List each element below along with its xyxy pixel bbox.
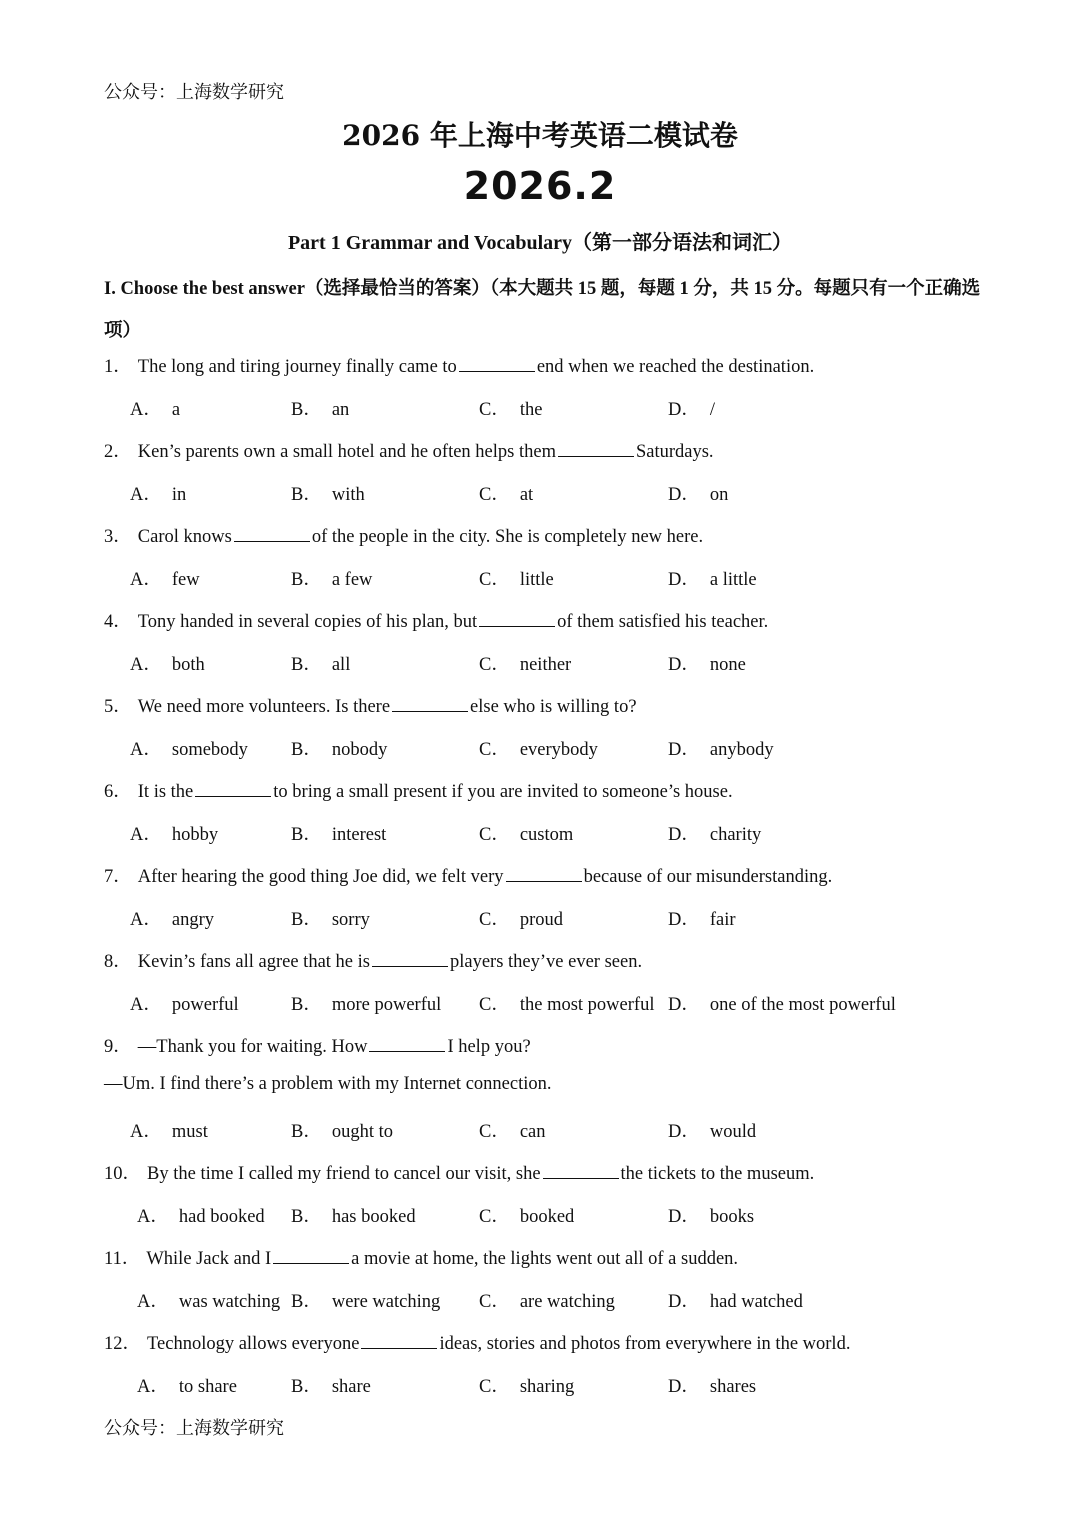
question-text-after: Saturdays.: [635, 442, 714, 462]
question-number: 4．: [104, 612, 132, 632]
option-text: little: [519, 570, 554, 590]
option-a: [130, 1117, 208, 1143]
option-text: are watching: [519, 1292, 615, 1312]
option-b: [291, 905, 370, 931]
option-text: /: [709, 400, 716, 420]
option-text: anybody: [709, 740, 774, 760]
option-c: [479, 480, 533, 506]
option-text: can: [519, 1122, 546, 1142]
option-letter: A．: [130, 825, 162, 845]
question-text-after: a movie at home, the lights went out all of a sudden.: [351, 1249, 739, 1269]
option-text: shares: [709, 1377, 757, 1397]
header-note: 公众号：上海数学研究: [104, 82, 284, 103]
option-d: [668, 820, 761, 846]
question-1: [104, 352, 814, 378]
dialogue-reply: —Um. I find there’s a problem with my Internet connection.: [104, 1074, 552, 1094]
question-text-before: —Thank you for waiting. How: [137, 1037, 368, 1057]
question-12: [104, 1329, 850, 1355]
option-text: had booked: [178, 1207, 265, 1227]
option-text: at: [519, 485, 534, 505]
option-b: [291, 1117, 393, 1143]
question-text-after: ideas, stories and photos from everywhere in the world.: [439, 1334, 851, 1354]
option-c: [479, 1202, 574, 1228]
option-b: [291, 735, 387, 761]
option-text: on: [709, 485, 729, 505]
option-text: in: [171, 485, 187, 505]
option-letter: C．: [479, 825, 510, 845]
option-c: [479, 1287, 615, 1313]
question-number: 10．: [104, 1164, 142, 1184]
option-c: [479, 990, 654, 1016]
option-letter: B．: [291, 1292, 322, 1312]
option-c: [479, 1117, 546, 1143]
option-letter: B．: [291, 400, 322, 420]
option-text: few: [171, 570, 200, 590]
question-text-before: After hearing the good thing Joe did, we felt very: [137, 867, 504, 887]
question-text-before: We need more volunteers. Is there: [137, 697, 391, 717]
option-a: [130, 480, 186, 506]
question-text-after: players they’ve ever seen.: [449, 952, 643, 972]
question-5: [104, 692, 637, 718]
option-letter: D．: [668, 1122, 700, 1142]
question-text-before: Ken’s parents own a small hotel and he often helps them: [137, 442, 556, 462]
option-letter: C．: [479, 485, 510, 505]
option-d: [668, 990, 896, 1016]
option-d: [668, 1202, 754, 1228]
question-text-before: While Jack and I: [146, 1249, 272, 1269]
option-c: [479, 565, 554, 591]
option-letter: B．: [291, 825, 322, 845]
question-number: 2．: [104, 442, 132, 462]
option-text: must: [171, 1122, 208, 1142]
option-text: both: [171, 655, 205, 675]
question-text-after: of them satisfied his teacher.: [557, 612, 769, 632]
option-letter: C．: [479, 400, 510, 420]
option-text: with: [331, 485, 365, 505]
option-a: [137, 1287, 280, 1313]
option-text: the: [519, 400, 543, 420]
option-letter: C．: [479, 1207, 510, 1227]
option-text: sorry: [331, 910, 370, 930]
answer-blank: [273, 1249, 349, 1264]
option-letter: B．: [291, 995, 322, 1015]
option-letter: D．: [668, 1377, 700, 1397]
option-c: [479, 820, 573, 846]
option-c: [479, 395, 542, 421]
option-text: were watching: [331, 1292, 441, 1312]
exam-date: 2026.2: [463, 164, 617, 208]
question-number: 1．: [104, 357, 132, 377]
option-letter: B．: [291, 1122, 322, 1142]
question-text-after: to bring a small present if you are invited to someone’s house.: [273, 782, 733, 802]
option-a: [130, 650, 205, 676]
option-text: books: [709, 1207, 755, 1227]
option-c: [479, 905, 563, 931]
section-title: I. Choose the best answer（选择最恰当的答案）（本大题共 15 题，每题 1 分，共 15 分。每题只有一个正确选项）: [104, 279, 981, 341]
option-letter: A．: [130, 485, 162, 505]
option-text: angry: [171, 910, 214, 930]
answer-blank: [392, 697, 468, 712]
question-10: [104, 1159, 814, 1185]
option-c: [479, 1372, 574, 1398]
option-a: [130, 820, 218, 846]
option-b: [291, 1287, 440, 1313]
page-title: 2026 年上海中考英语二模试卷: [342, 119, 738, 152]
option-letter: D．: [668, 485, 700, 505]
footer-note: 公众号：上海数学研究: [104, 1418, 284, 1439]
question-number: 11．: [104, 1249, 141, 1269]
question-number: 12．: [104, 1334, 142, 1354]
option-letter: A．: [130, 655, 162, 675]
option-text: somebody: [171, 740, 248, 760]
option-text: one of the most powerful: [709, 995, 896, 1015]
question-text-after: I help you?: [447, 1037, 531, 1057]
question-4: [104, 607, 768, 633]
option-text: was watching: [178, 1292, 281, 1312]
option-letter: D．: [668, 825, 700, 845]
option-text: powerful: [171, 995, 239, 1015]
question-text-before: Kevin’s fans all agree that he is: [137, 952, 370, 972]
option-letter: A．: [137, 1292, 169, 1312]
option-text: to share: [178, 1377, 237, 1397]
option-text: all: [331, 655, 351, 675]
question-text-before: Technology allows everyone: [147, 1334, 360, 1354]
option-b: [291, 990, 441, 1016]
option-a: [130, 990, 239, 1016]
question-2: [104, 437, 714, 463]
option-letter: A．: [137, 1207, 169, 1227]
option-text: hobby: [171, 825, 219, 845]
option-text: charity: [709, 825, 762, 845]
option-text: interest: [331, 825, 387, 845]
option-text: custom: [519, 825, 574, 845]
answer-blank: [369, 1037, 445, 1052]
option-d: [668, 650, 746, 676]
question-11: [104, 1244, 738, 1270]
option-c: [479, 650, 571, 676]
option-letter: B．: [291, 485, 322, 505]
answer-blank: [195, 782, 271, 797]
option-letter: C．: [479, 1377, 510, 1397]
option-d: [668, 1287, 803, 1313]
option-letter: D．: [668, 1292, 700, 1312]
option-text: the most powerful: [519, 995, 655, 1015]
option-text: booked: [519, 1207, 575, 1227]
option-d: [668, 1372, 756, 1398]
question-text-before: Tony handed in several copies of his plan, but: [137, 612, 478, 632]
option-letter: C．: [479, 740, 510, 760]
question-number: 9．: [104, 1037, 132, 1057]
option-b: [291, 1202, 416, 1228]
option-text: more powerful: [331, 995, 442, 1015]
question-number: 6．: [104, 782, 132, 802]
option-letter: B．: [291, 1377, 322, 1397]
question-number: 5．: [104, 697, 132, 717]
option-text: none: [709, 655, 746, 675]
question-text-after: else who is willing to?: [470, 697, 637, 717]
option-letter: B．: [291, 740, 322, 760]
option-letter: D．: [668, 400, 700, 420]
answer-blank: [234, 527, 310, 542]
option-letter: C．: [479, 995, 510, 1015]
option-letter: C．: [479, 910, 510, 930]
answer-blank: [479, 612, 555, 627]
option-d: [668, 395, 715, 421]
question-7: [104, 862, 832, 888]
option-b: [291, 565, 372, 591]
option-text: sharing: [519, 1377, 575, 1397]
option-letter: B．: [291, 570, 322, 590]
option-text: share: [331, 1377, 371, 1397]
answer-blank: [372, 952, 448, 967]
question-6: [104, 777, 733, 803]
option-a: [137, 1372, 237, 1398]
question-text-after: because of our misunderstanding.: [583, 867, 833, 887]
answer-blank: [361, 1334, 437, 1349]
question-text-after: the tickets to the museum.: [620, 1164, 815, 1184]
option-text: everybody: [519, 740, 598, 760]
answer-blank: [543, 1164, 619, 1179]
answer-blank: [558, 442, 634, 457]
option-letter: A．: [130, 910, 162, 930]
option-text: a: [171, 400, 181, 420]
option-letter: D．: [668, 570, 700, 590]
option-d: [668, 1117, 756, 1143]
option-letter: A．: [130, 740, 162, 760]
option-letter: A．: [130, 570, 162, 590]
option-text: fair: [709, 910, 736, 930]
question-text-before: The long and tiring journey finally came to: [137, 357, 457, 377]
part-title: Part 1 Grammar and Vocabulary（第一部分语法和词汇）: [287, 232, 793, 254]
option-letter: D．: [668, 910, 700, 930]
question-text-before: Carol knows: [137, 527, 232, 547]
option-letter: B．: [291, 910, 322, 930]
option-d: [668, 565, 757, 591]
question-text-after: end when we reached the destination.: [536, 357, 815, 377]
option-a: [137, 1202, 265, 1228]
option-b: [291, 1372, 371, 1398]
option-letter: D．: [668, 655, 700, 675]
option-letter: A．: [130, 400, 162, 420]
question-number: 3．: [104, 527, 132, 547]
option-text: a little: [709, 570, 757, 590]
option-letter: A．: [130, 995, 162, 1015]
question-9: [104, 1032, 531, 1058]
question-text-before: By the time I called my friend to cancel our visit, she: [147, 1164, 541, 1184]
answer-blank: [459, 357, 535, 372]
option-letter: C．: [479, 655, 510, 675]
option-text: ought to: [331, 1122, 393, 1142]
option-text: had watched: [709, 1292, 803, 1312]
option-d: [668, 480, 728, 506]
option-text: nobody: [331, 740, 388, 760]
option-letter: C．: [479, 1122, 510, 1142]
option-letter: C．: [479, 1292, 510, 1312]
option-b: [291, 650, 350, 676]
option-a: [130, 905, 214, 931]
option-text: a few: [331, 570, 373, 590]
option-text: has booked: [331, 1207, 416, 1227]
option-letter: D．: [668, 740, 700, 760]
option-letter: B．: [291, 1207, 322, 1227]
option-b: [291, 480, 365, 506]
option-letter: D．: [668, 995, 700, 1015]
answer-blank: [506, 867, 582, 882]
option-c: [479, 735, 598, 761]
option-letter: A．: [137, 1377, 169, 1397]
option-a: [130, 565, 200, 591]
option-text: proud: [519, 910, 564, 930]
option-letter: B．: [291, 655, 322, 675]
question-3: [104, 522, 703, 548]
option-text: neither: [519, 655, 572, 675]
option-b: [291, 820, 386, 846]
question-number: 7．: [104, 867, 132, 887]
question-text-before: It is the: [137, 782, 194, 802]
option-d: [668, 735, 774, 761]
question-8: [104, 947, 642, 973]
option-a: [130, 395, 180, 421]
option-letter: C．: [479, 570, 510, 590]
option-b: [291, 395, 349, 421]
option-text: would: [709, 1122, 757, 1142]
option-text: an: [331, 400, 350, 420]
option-letter: D．: [668, 1207, 700, 1227]
option-a: [130, 735, 248, 761]
option-letter: A．: [130, 1122, 162, 1142]
option-d: [668, 905, 736, 931]
question-number: 8．: [104, 952, 132, 972]
question-text-after: of the people in the city. She is completely new here.: [311, 527, 704, 547]
